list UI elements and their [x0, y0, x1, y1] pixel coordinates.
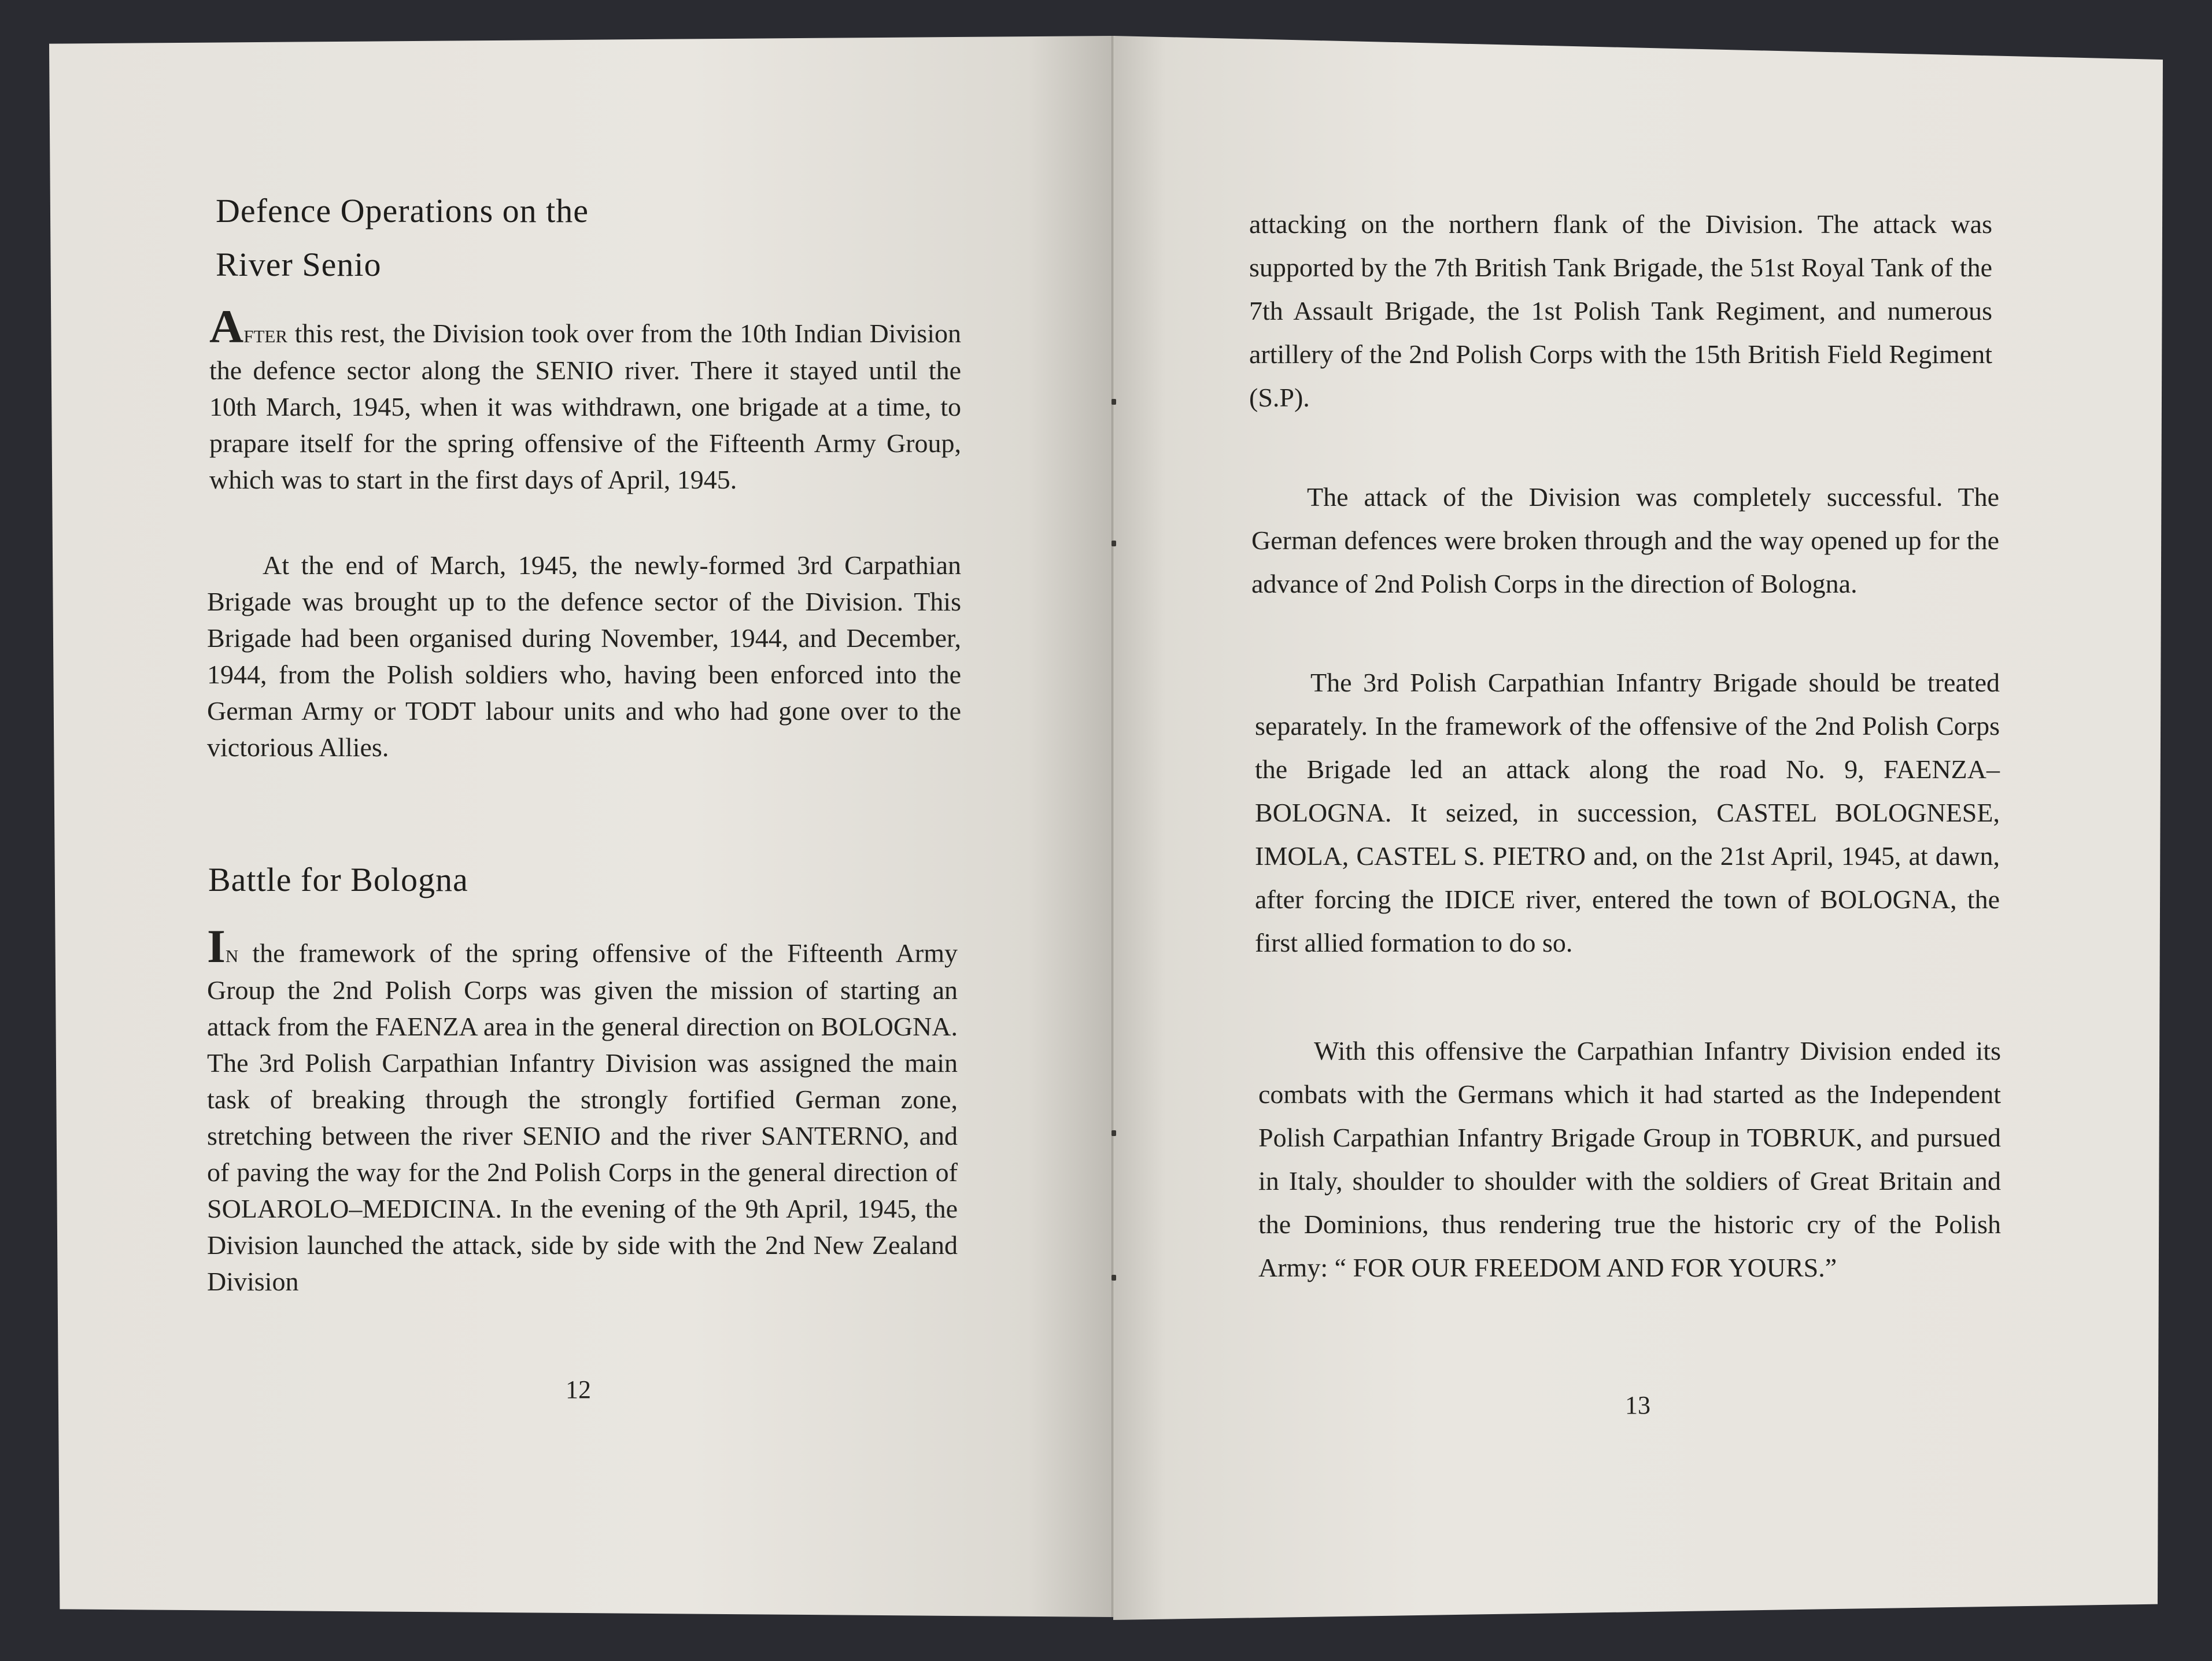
right-paragraph-2: The attack of the Division was completely successful. The German defences were broken through and the way opened up for the advance of 2nd Polish Corps in the direction of Bologna.	[1251, 482, 1999, 598]
page-number-right: 13	[1625, 1391, 1650, 1419]
book-gutter	[1111, 36, 1115, 1617]
page-number-left: 12	[566, 1375, 591, 1404]
staple-icon	[1111, 399, 1116, 405]
right-paragraph-3: The 3rd Polish Carpathian Infantry Brigade should be treated separately. In the framework of the offensive of the 2nd Polish Corps the Brigade led an attack along the road No. 9, FAENZA–BOLOGNA. It seized, in succession, CASTEL BOLOGNESE, IMOLA, CASTEL S. PIETRO and, on the 21st April, 1945, at dawn, after forcing the IDICE river, entered the town of BOLOGNA, the first allied formation to do so.	[1255, 668, 2000, 957]
staple-icon	[1111, 1130, 1116, 1136]
paragraph-body: the framework of the spring offensive of the Fifteenth Army Group the 2nd Polish Corps was given the mission of starting an attack from the FAENZA area in the general direction on BOLOGNA. The 3rd Polish Carpathian Infantry Division was assigned the main task of breaking through the strongly fortified German zone, stretching between the river SENIO and the river SANTERNO, and of paving the way for the 2nd Polish Corps in the general direction of SOLAROLO–MEDICINA. In the evening of the 9th April, 1945, the Division launched the attack, side by side with the 2nd New Zealand Division	[207, 938, 958, 1296]
staple-icon	[1111, 541, 1116, 546]
section-heading-bologna: Battle for Bologna	[208, 861, 468, 898]
small-caps-lead: fter	[243, 320, 288, 348]
paragraph-body: this rest, the Division took over from the 10th Indian Division the defence sector along the SENIO river. There it stayed until the 10th March, 1945, when it was withdrawn, one brigade at a time, to prapare itself for the spring offensive of the Fifteenth Army Group, which was to start in the first days of April, 1945.	[209, 319, 961, 494]
section-heading-defence-line-1: Defence Operations on the	[216, 192, 589, 230]
small-caps-lead: n	[225, 939, 239, 968]
drop-cap: I	[207, 920, 226, 972]
left-paragraph-2: At the end of March, 1945, the newly-formed 3rd Carpathian Brigade was brought up to the defence sector of the Division. This Brigade had been organised during November, 1944, and December, 1944, from the Polish soldiers who, having been enforced into the German Army or TODT labour units and who had gone over to the victorious Allies.	[207, 550, 961, 762]
right-paragraph-1: attacking on the northern flank of the Division. The attack was supported by the 7th British Tank Brigade, the 51st Royal Tank of the 7th Assault Brigade, the 1st Polish Tank Regiment, and numerous artillery of the 2nd Polish Corps with the 15th British Field Regiment (S.P).	[1249, 209, 1992, 412]
drop-cap: A	[209, 300, 244, 353]
left-paragraph-1	[209, 300, 961, 498]
left-paragraph-3	[207, 920, 958, 1300]
staple-icon	[1111, 1275, 1116, 1281]
right-paragraph-4: With this offensive the Carpathian Infantry Division ended its combats with the Germans which it had started as the Independent Polish Carpathian Infantry Brigade Group in TOBRUK, and pursued in Italy, shoulder to shoulder with the soldiers of Great Britain and the Dominions, thus rendering true the historic cry of the Polish Army: “ FOR OUR FREEDOM AND FOR YOURS.”	[1258, 1036, 2001, 1282]
section-heading-defence-line-2: River Senio	[216, 246, 382, 283]
